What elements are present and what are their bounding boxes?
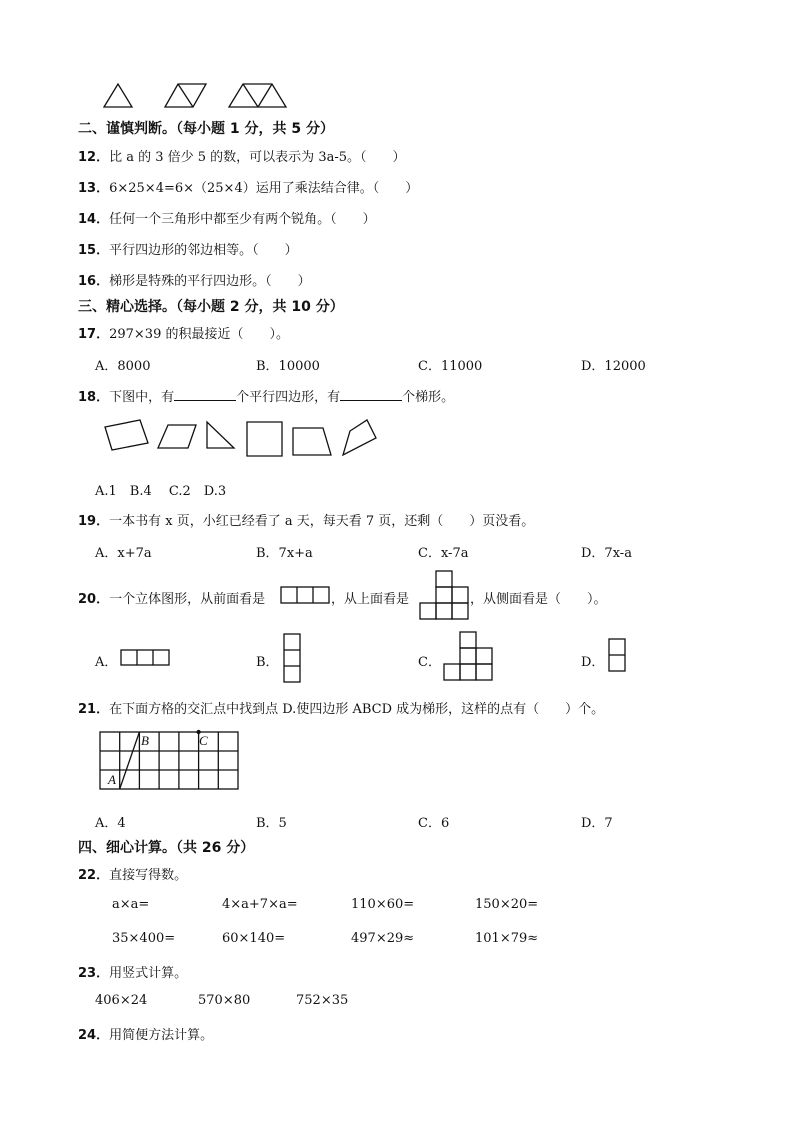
section-3-heading: 三、精心选择。（每小题 2 分，共 10 分） bbox=[78, 299, 344, 315]
q17-option-a[interactable]: A．8000 bbox=[95, 359, 151, 374]
q17-option-d[interactable]: D．12000 bbox=[581, 359, 646, 374]
calc-item: 110×60= bbox=[351, 897, 415, 912]
question-21: 21．在下面方格的交汇点中找到点 D.使四边形 ABCD 成为梯形，这样的点有（ ）个。 bbox=[78, 702, 605, 717]
question-23: 23．用竖式计算。 bbox=[78, 966, 188, 981]
q21-option-b[interactable]: B．5 bbox=[256, 816, 287, 831]
q17-option-b[interactable]: B．10000 bbox=[256, 359, 320, 374]
question-18: 18．下图中，有 个平行四边形，有 个梯形。 bbox=[78, 390, 455, 405]
q19-option-d[interactable]: D．7x-a bbox=[581, 546, 632, 561]
calc-item: 35×400= bbox=[112, 931, 176, 946]
q20-text-1: 20．一个立体图形，从前面看是 bbox=[78, 592, 266, 607]
vertical-calc-item: 570×80 bbox=[198, 993, 251, 1008]
q21-option-d[interactable]: D．7 bbox=[581, 816, 613, 831]
calc-item: 101×79≈ bbox=[475, 931, 539, 946]
q18-options[interactable]: A.1 B.4 C.2 D.3 bbox=[95, 484, 227, 499]
q20-option-a[interactable]: A． bbox=[95, 655, 118, 670]
q17-option-c[interactable]: C．11000 bbox=[418, 359, 483, 374]
q19-option-c[interactable]: C．x-7a bbox=[418, 546, 469, 561]
calc-item: 497×29≈ bbox=[351, 931, 415, 946]
q21-option-c[interactable]: C．6 bbox=[418, 816, 450, 831]
q20-option-c[interactable]: C． bbox=[418, 655, 441, 670]
q20-option-b[interactable]: B． bbox=[256, 655, 279, 670]
q20-text-3: ，从侧面看是（ ）。 bbox=[470, 592, 607, 607]
q20-option-d[interactable]: D． bbox=[581, 655, 605, 670]
question-12: 12．比 a 的 3 倍少 5 的数，可以表示为 3a-5。（ ） bbox=[78, 150, 406, 165]
point-b-label: B bbox=[141, 733, 149, 748]
q19-option-a[interactable]: A．x+7a bbox=[95, 546, 152, 561]
calc-item: 60×140= bbox=[222, 931, 286, 946]
q20-text-2: ，从上面看是 bbox=[331, 592, 410, 607]
point-a-label: A bbox=[108, 772, 116, 787]
question-16: 16．梯形是特殊的平行四边形。（ ） bbox=[78, 274, 311, 289]
question-22: 22．直接写得数。 bbox=[78, 868, 188, 883]
question-13: 13．6×25×4=6×（25×4）运用了乘法结合律。（ ） bbox=[78, 181, 419, 196]
question-19: 19．一本书有 x 页，小红已经看了 a 天，每天看 7 页，还剩（ ）页没看。 bbox=[78, 514, 535, 529]
question-15: 15．平行四边形的邻边相等。（ ） bbox=[78, 243, 298, 258]
calc-item: a×a= bbox=[112, 897, 150, 912]
point-c-label: C bbox=[199, 733, 208, 748]
question-24: 24．用简便方法计算。 bbox=[78, 1028, 214, 1043]
question-14: 14．任何一个三角形中都至少有两个锐角。（ ） bbox=[78, 212, 376, 227]
vertical-calc-item: 752×35 bbox=[296, 993, 349, 1008]
q19-option-b[interactable]: B．7x+a bbox=[256, 546, 313, 561]
calc-item: 4×a+7×a= bbox=[222, 897, 298, 912]
vertical-calc-item: 406×24 bbox=[95, 993, 148, 1008]
section-4-heading: 四、细心计算。（共 26 分） bbox=[78, 840, 255, 856]
q21-option-a[interactable]: A．4 bbox=[95, 816, 126, 831]
section-2-heading: 二、谨慎判断。（每小题 1 分，共 5 分） bbox=[78, 121, 334, 137]
question-17: 17．297×39 的积最接近（ ）。 bbox=[78, 327, 289, 342]
calc-item: 150×20= bbox=[475, 897, 539, 912]
